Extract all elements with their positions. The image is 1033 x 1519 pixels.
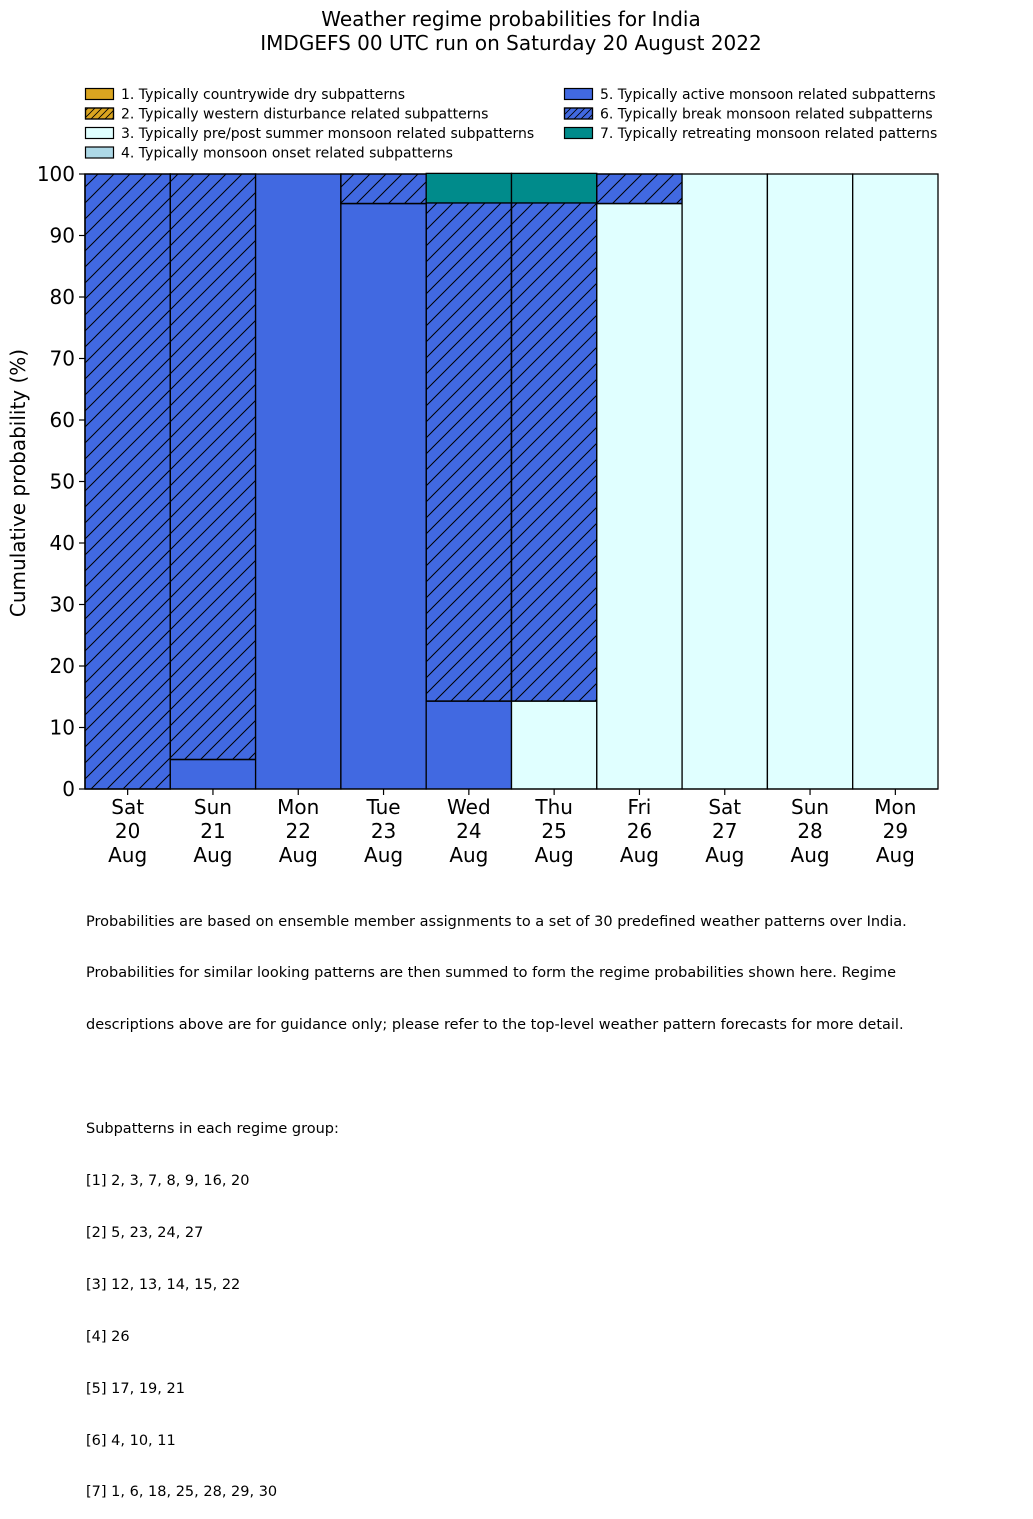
y-tick-label: 20 <box>49 654 75 678</box>
bar-segment-hatch <box>597 174 682 204</box>
bar-segment <box>682 174 767 789</box>
groups-heading: Subpatterns in each regime group: <box>86 1121 339 1138</box>
bar-segment <box>341 204 426 789</box>
x-tick-label: Sat <box>708 795 742 819</box>
legend-swatch <box>565 89 593 100</box>
bar-segment <box>767 174 852 789</box>
x-tick-label: Aug <box>278 843 318 867</box>
y-tick-label: 0 <box>62 777 75 801</box>
y-tick-label: 100 <box>36 162 75 186</box>
bar-segment-hatch <box>85 174 170 789</box>
x-tick-label: Thu <box>535 795 573 819</box>
legend-swatch <box>86 89 114 100</box>
y-tick-label: 60 <box>49 408 75 432</box>
bar-segment-hatch <box>341 174 426 204</box>
x-tick-label: Sun <box>791 795 830 819</box>
group-line: [5] 17, 19, 21 <box>86 1380 185 1397</box>
legend-swatch <box>86 128 114 139</box>
chart-subtitle: IMDGEFS 00 UTC run on Saturday 20 August 2022 <box>260 31 762 55</box>
x-tick-label: Tue <box>366 795 401 819</box>
group-line: [4] 26 <box>86 1328 130 1345</box>
notes-block <box>86 879 907 1519</box>
bar-segment <box>170 759 255 789</box>
y-tick-label: 80 <box>49 285 75 309</box>
y-tick-label: 30 <box>49 592 75 617</box>
legend-label: 4. Typically monsoon onset related subpatterns <box>121 145 453 162</box>
legend-label: 2. Typically western disturbance related subpatterns <box>121 106 489 123</box>
bars-group <box>85 173 938 789</box>
legend-swatch-hatch <box>565 108 593 119</box>
group-line: [7] 1, 6, 18, 25, 28, 29, 30 <box>86 1484 278 1501</box>
legend-label: 6. Typically break monsoon related subpatterns <box>600 106 933 123</box>
x-tick-label: Aug <box>790 843 830 867</box>
legend-swatch <box>565 128 593 139</box>
legend-label: 3. Typically pre/post summer monsoon related subpatterns <box>121 126 535 142</box>
bar-segment <box>426 701 511 789</box>
x-tick-label: Aug <box>875 843 915 867</box>
y-tick-label: 50 <box>49 469 75 494</box>
group-line: [6] 4, 10, 11 <box>86 1432 176 1449</box>
bar-segment-hatch <box>512 203 597 701</box>
group-line: [3] 12, 13, 14, 15, 22 <box>86 1276 241 1293</box>
legend <box>86 87 938 162</box>
y-tick-label: 70 <box>49 346 75 371</box>
bar-segment-hatch <box>170 174 255 759</box>
x-tick-label: 20 <box>114 819 141 843</box>
x-tick-label: 27 <box>712 819 738 843</box>
x-tick-label: Aug <box>108 843 148 867</box>
x-tick-label: Aug <box>705 843 745 867</box>
x-tick-label: 23 <box>370 819 397 843</box>
notes-line: Probabilities are based on ensemble member assignments to a set of 30 predefined weather patterns over India. <box>86 913 907 930</box>
y-tick-label: 40 <box>49 531 75 555</box>
bar-segment-hatch <box>426 203 511 701</box>
x-tick-label: Mon <box>874 795 917 819</box>
x-tick-label: Aug <box>619 843 659 867</box>
y-tick-label: 90 <box>49 223 75 248</box>
x-tick-label: 29 <box>882 819 909 843</box>
x-tick-label: Wed <box>447 795 491 819</box>
bar-segment <box>597 204 682 789</box>
legend-swatch-hatch <box>86 108 114 119</box>
bar-segment <box>256 174 341 789</box>
notes-spacer <box>86 1069 907 1086</box>
x-tick-label: 25 <box>541 819 567 843</box>
y-tick-label: 10 <box>49 715 75 740</box>
x-tick-label: Aug <box>449 843 489 867</box>
notes-line: Probabilities for similar looking patterns are then summed to form the regime probabilities shown here. Regime <box>86 965 897 982</box>
x-tick-label: Aug <box>193 843 233 867</box>
y-axis-label: Cumulative probability (%) <box>6 348 30 618</box>
x-tick-label: 24 <box>456 819 482 843</box>
group-line: [2] 5, 23, 24, 27 <box>86 1224 204 1241</box>
chart-title: Weather regime probabilities for India <box>321 7 701 31</box>
x-tick-label: Fri <box>627 795 652 819</box>
x-tick-label: Mon <box>277 795 320 819</box>
notes-line: descriptions above are for guidance only; please refer to the top-level weather pattern forecasts for more detail. <box>86 1017 904 1034</box>
legend-label: 5. Typically active monsoon related subpatterns <box>600 87 936 103</box>
legend-label: 7. Typically retreating monsoon related patterns <box>600 126 938 142</box>
legend-label: 1. Typically countrywide dry subpatterns <box>121 87 406 103</box>
x-tick-label: 28 <box>797 819 823 843</box>
legend-swatch <box>86 147 114 158</box>
bar-segment <box>853 174 938 789</box>
bar-segment <box>426 173 511 203</box>
group-line: [1] 2, 3, 7, 8, 9, 16, 20 <box>86 1173 250 1190</box>
x-tick-label: Aug <box>364 843 404 867</box>
x-tick-label: 22 <box>285 819 311 843</box>
bar-segment <box>512 701 597 789</box>
bar-segment <box>512 173 597 203</box>
x-tick-label: Sun <box>193 795 232 819</box>
x-tick-label: Aug <box>534 843 574 867</box>
x-tick-label: Sat <box>111 795 145 819</box>
x-tick-label: 21 <box>200 819 226 843</box>
x-tick-label: 26 <box>626 819 653 843</box>
